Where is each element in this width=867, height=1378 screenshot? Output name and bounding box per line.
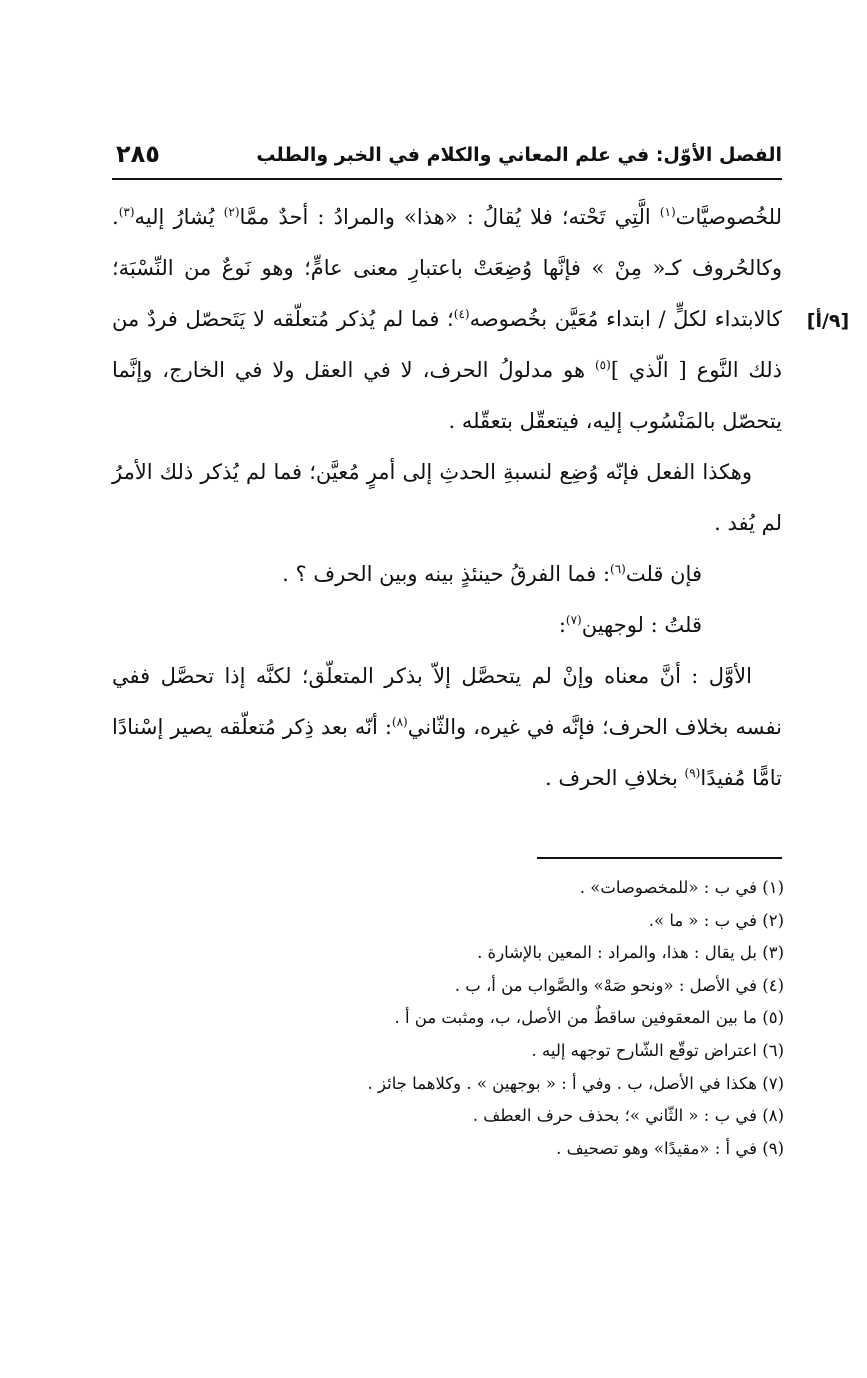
paragraph <box>112 192 782 447</box>
footnote-marker: (٥) <box>594 358 611 372</box>
text-run: الأوَّل : أنَّ معناه وإنْ لم يتحصَّل إلاّ بذكر المتعلّق؛ لكنَّه إذا تحصَّل ففي نفسه بخلاف الحرف؛ فإنَّه في غيره، والثّاني <box>112 664 782 739</box>
footnote: (٦) اعتراض توقّع الشّارح توجهه إليه . <box>531 1040 784 1060</box>
footnotes <box>112 872 784 1165</box>
text-run: بخلافِ الحرف . <box>544 766 685 790</box>
text-run: : أنّه بعد ذِكر مُتعلّقه يصير إسْنادًا تامًّا مُفيدًا <box>112 715 782 790</box>
footnote-separator <box>537 857 782 859</box>
footnote: (١) في ب : «للمخصوصات» . <box>579 878 784 897</box>
manuscript-folio-marker: [٩/أ] <box>806 310 850 332</box>
paragraph <box>112 651 782 804</box>
footnote-marker: (٨) <box>391 715 408 729</box>
footnote: (٣) بل يقال : هذا، والمراد : المعين بالإشارة . <box>477 943 784 963</box>
text-run: . وكالحُروف كـ« مِنْ » فإنَّها وُضِعَتْ باعتبارِ معنى عامٍّ؛ وهو نَوعٌ من النِّسْبَة؛ كالابتداء لكلٍّ / ابتداء مُعَيَّن بخُصوصه <box>112 205 783 331</box>
paragraph <box>112 600 782 651</box>
footnote: (٩) في أ : «مقيدًا» وهو تصحيف . <box>556 1138 784 1158</box>
text-run: ؛ فما لم يُذكر مُتعلّقه لا يَتَحصّل فردٌ من ذلك النَّوع [ الّذي ] <box>112 307 782 382</box>
footnote: (٢) في ب : « ما ». <box>648 910 784 930</box>
text-run: فإن قلت <box>625 562 702 586</box>
footnote: (٧) هكذا في الأصل، ب . وفي أ : « بوجهين » . وكلاهما جائز . <box>367 1073 784 1093</box>
footnote-marker: (١) <box>659 205 676 219</box>
paragraph <box>112 447 782 549</box>
footnote: (٥) ما بين المعقوفين ساقطٌ من الأصل، ب، ومثبت من أ . <box>394 1008 784 1028</box>
text-run: هو مدلولُ الحرف، لا في العقل ولا في الخارج، وإنَّما يتحصّل بالمَنْسُوب إليه، فيتعقّل بتعقّله . <box>112 358 782 433</box>
text-run: وهكذا الفعل فإنّه وُضِع لنسبةِ الحدثِ إلى أمرٍ مُعيَّن؛ فما لم يُذكر ذلك الأمرُ لم يُفد . <box>112 460 782 535</box>
footnote-marker: (٧) <box>565 613 582 627</box>
text-run: : <box>558 613 566 637</box>
footnote-marker: (٤) <box>453 307 470 321</box>
page-header <box>112 138 782 180</box>
text-run: : فما الفرقُ حينئذٍ بينه وبين الحرف ؟ . <box>282 562 611 586</box>
footnote-marker: (٦) <box>610 562 626 576</box>
main-text <box>112 192 782 804</box>
text-run: يُشارُ إليه <box>134 205 224 229</box>
paragraph <box>112 549 782 600</box>
footnote-marker: (٩) <box>684 766 701 780</box>
footnote-marker: (٢) <box>223 205 240 219</box>
footnote: (٤) في الأصل : «ونحو صَهْ» والصَّواب من أ، ب . <box>454 975 784 995</box>
text-run: للخُصوصيَّات <box>675 205 782 229</box>
running-title: الفصل الأوّل: في علم المعاني والكلام في الخبر والطلب <box>256 144 782 166</box>
text-run: قلتُ : لوجهين <box>581 613 702 637</box>
text-run: الَّتِي تَحْته؛ فلا يُقالُ : «هذا» والمرادُ : أحدٌ ممَّا <box>239 205 660 229</box>
footnote-marker: (٣) <box>118 205 135 219</box>
page-number: ٢٨٥ <box>116 140 160 168</box>
footnote: (٨) في ب : « الثّاني »؛ بحذف حرف العطف . <box>472 1106 784 1126</box>
